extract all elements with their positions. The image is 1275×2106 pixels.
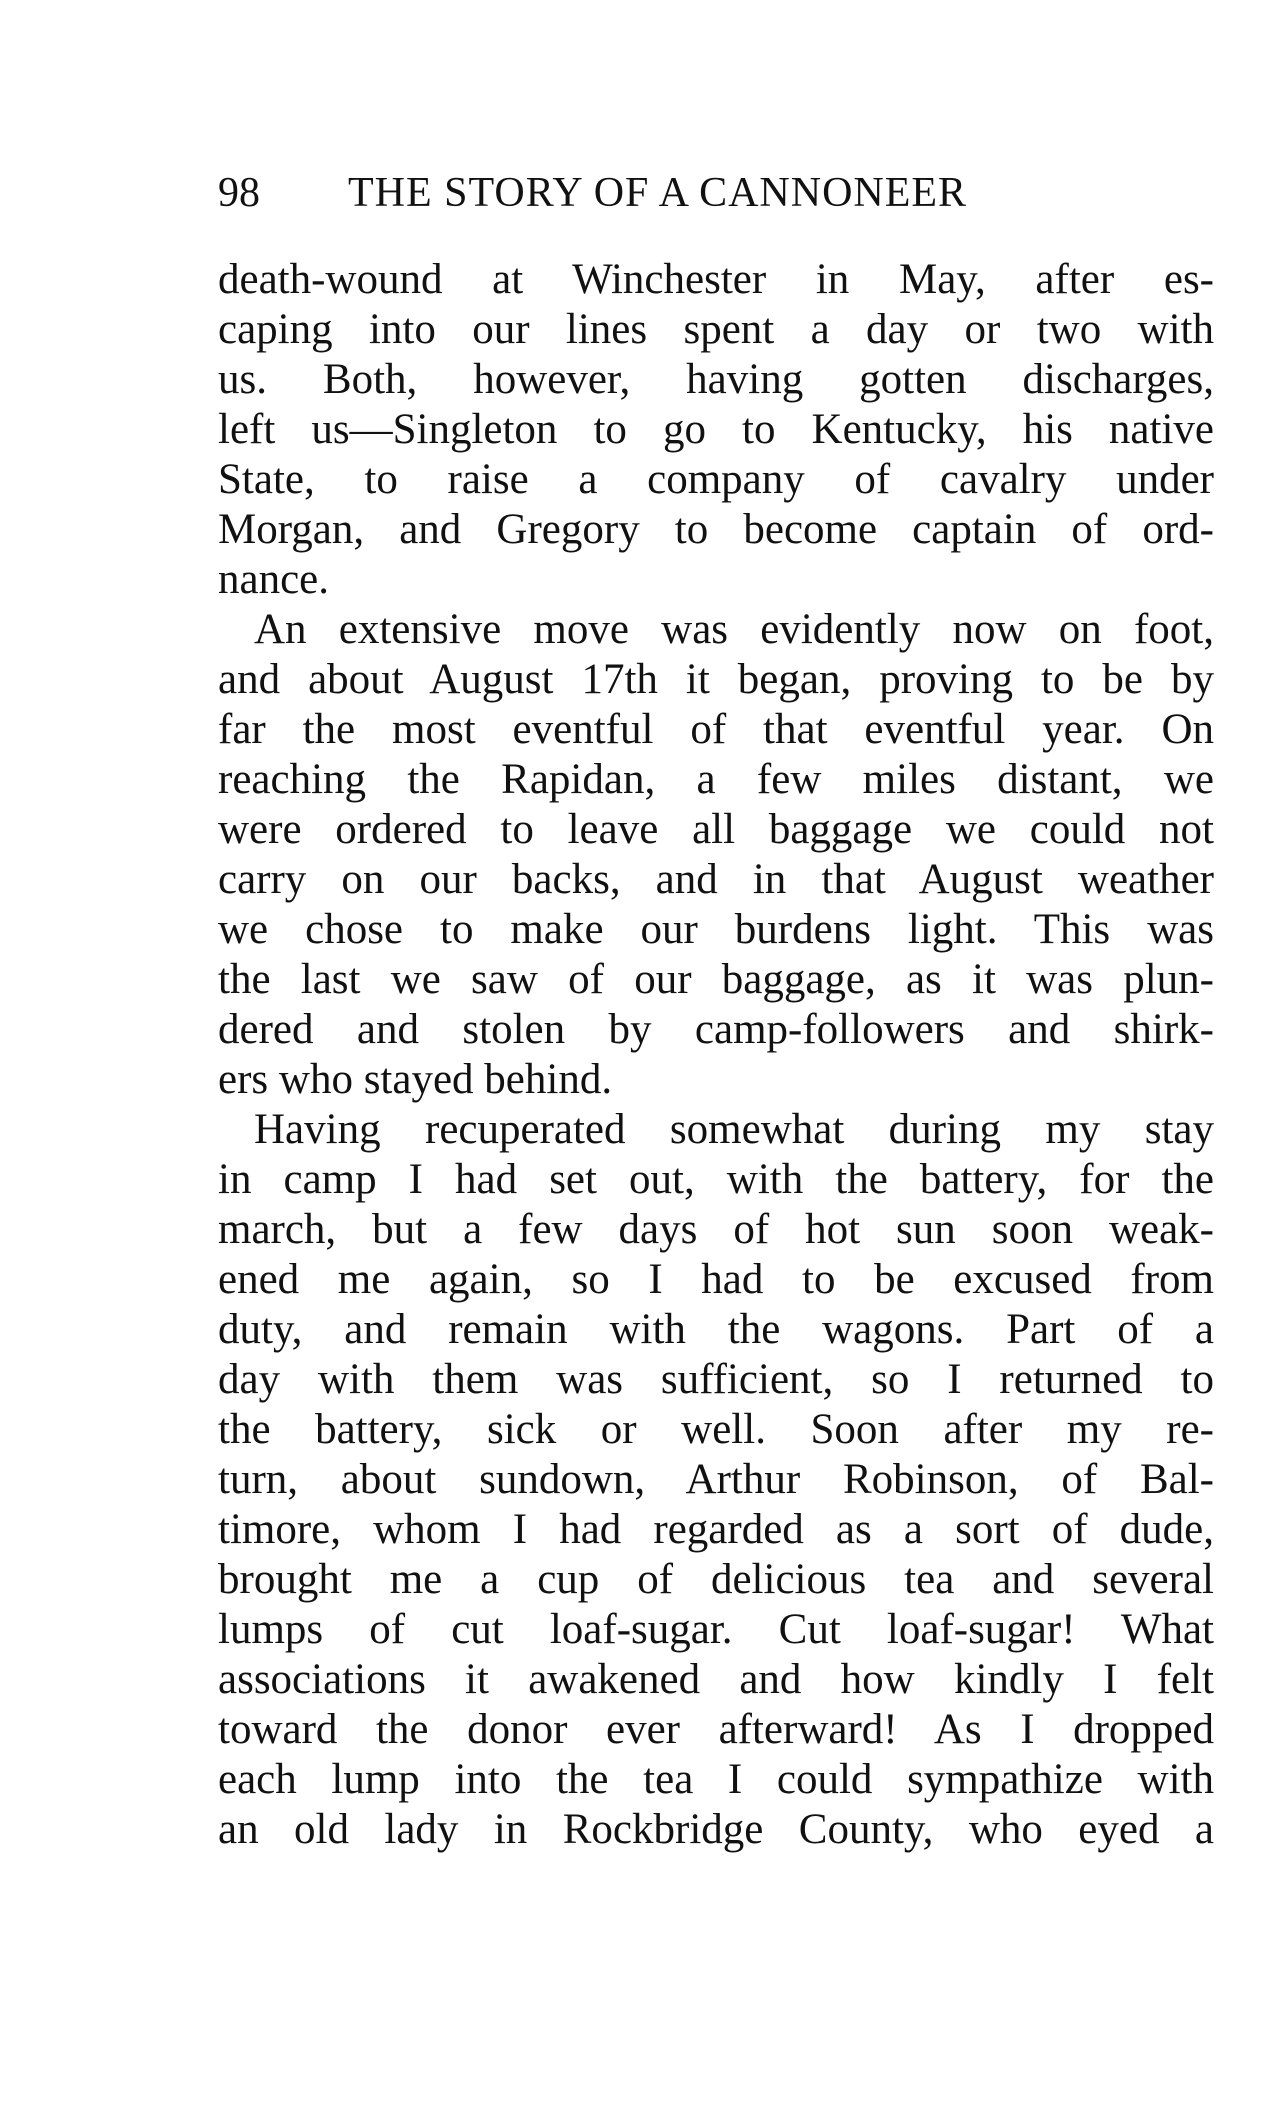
text-line: left us—Singleton to go to Kentucky, his native — [218, 406, 1214, 453]
text-line: each lump into the tea I could sympathize with — [218, 1756, 1214, 1803]
text-line: associations it awakened and how kindly I felt — [218, 1656, 1214, 1703]
text-line: far the most eventful of that eventful year. On — [218, 706, 1214, 753]
text-line: caping into our lines spent a day or two with — [218, 306, 1214, 353]
text-line: brought me a cup of delicious tea and several — [218, 1556, 1214, 1603]
text-line: march, but a few days of hot sun soon weak- — [218, 1206, 1214, 1253]
text-line: in camp I had set out, with the battery, for the — [218, 1156, 1214, 1203]
paragraph-1 — [218, 255, 1214, 605]
text-line: death-wound at Winchester in May, after es- — [218, 256, 1214, 303]
text-line: we chose to make our burdens light. This was — [218, 906, 1214, 953]
page-number: 98 — [218, 170, 260, 216]
text-line: the battery, sick or well. Soon after my re- — [218, 1406, 1214, 1453]
text-line: State, to raise a company of cavalry under — [218, 456, 1214, 503]
text-line: An extensive move was evidently now on foot, — [254, 606, 1214, 653]
running-title: THE STORY OF A CANNONEER — [348, 170, 968, 216]
paragraph-3 — [218, 1105, 1214, 1855]
text-line: nance. — [218, 556, 330, 603]
text-line: duty, and remain with the wagons. Part of a — [218, 1306, 1214, 1353]
text-line: Morgan, and Gregory to become captain of ord- — [218, 506, 1214, 553]
text-line: lumps of cut loaf-sugar. Cut loaf-sugar! What — [218, 1606, 1214, 1653]
text-line: the last we saw of our baggage, as it was plun- — [218, 956, 1214, 1003]
text-line: were ordered to leave all baggage we could not — [218, 806, 1214, 853]
text-line: an old lady in Rockbridge County, who eyed a — [218, 1806, 1214, 1853]
text-line: timore, whom I had regarded as a sort of dude, — [218, 1506, 1214, 1553]
text-line: Having recuperated somewhat during my stay — [254, 1106, 1214, 1153]
text-line: and about August 17th it began, proving to be by — [218, 656, 1214, 703]
text-line: turn, about sundown, Arthur Robinson, of Bal- — [218, 1456, 1214, 1503]
text-line: reaching the Rapidan, a few miles distant, we — [218, 756, 1214, 803]
text-line: ened me again, so I had to be excused from — [218, 1256, 1214, 1303]
text-line: us. Both, however, having gotten discharges, — [218, 356, 1214, 403]
page-header — [218, 168, 1108, 218]
text-line: ers who stayed behind. — [218, 1056, 613, 1103]
text-line: dered and stolen by camp-followers and shirk- — [218, 1006, 1214, 1053]
paragraph-2 — [218, 605, 1214, 1105]
text-line: carry on our backs, and in that August weather — [218, 856, 1214, 903]
text-line: toward the donor ever afterward! As I dropped — [218, 1706, 1214, 1753]
text-line: day with them was sufficient, so I returned to — [218, 1356, 1214, 1403]
body-text — [218, 255, 1214, 1855]
